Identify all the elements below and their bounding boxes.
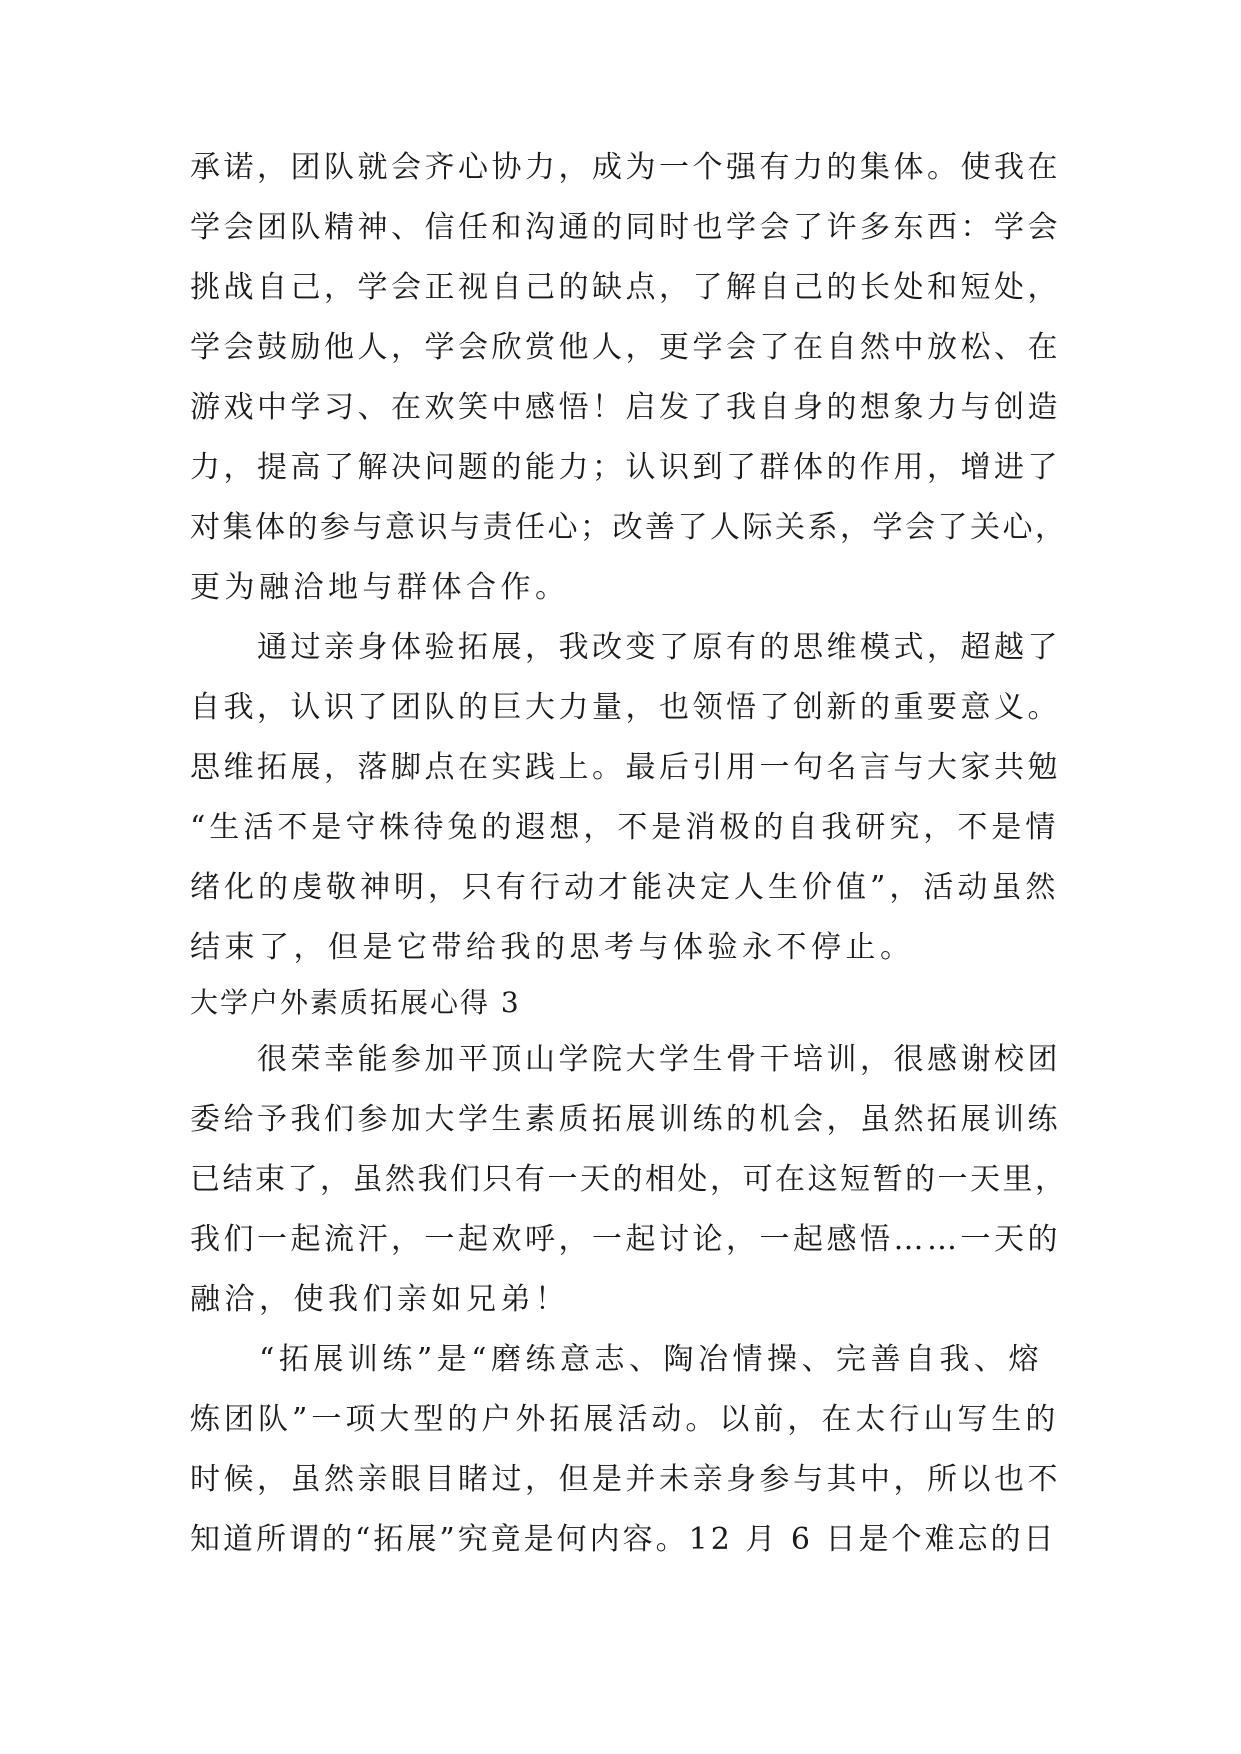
paragraph-line: 我们一起流汗，一起欢呼，一起讨论，一起感悟……一天的 <box>190 1222 1061 1257</box>
paragraph-line: 融洽，使我们亲如兄弟！ <box>190 1282 570 1317</box>
paragraph-line: “生活不是守株待兔的遐想，不是消极的自我研究，不是情 <box>190 810 1060 845</box>
paragraph-line: “拓展训练”是“磨练意志、陶冶情操、完善自我、熔 <box>190 1342 1044 1377</box>
paragraph-line: 委给予我们参加大学生素质拓展训练的机会，虽然拓展训练 <box>190 1102 1061 1137</box>
paragraph-line: 通过亲身体验拓展，我改变了原有的思维模式，超越了 <box>190 630 1061 665</box>
paragraph-line: 绪化的虔敬神明，只有行动才能决定人生价值”，活动虽然 <box>190 870 1060 905</box>
paragraph-line: 结束了，但是它带给我的思考与体验永不停止。 <box>190 930 915 965</box>
paragraph-line: 挑战自己，学会正视自己的缺点，了解自己的长处和短处， <box>190 270 1061 305</box>
paragraph-line: 很荣幸能参加平顶山学院大学生骨干培训，很感谢校团 <box>190 1042 1061 1077</box>
paragraph-line: 炼团队”一项大型的户外拓展活动。以前，在太行山写生的 <box>190 1402 1060 1437</box>
section-heading: 大学户外素质拓展心得 3 <box>190 986 521 1019</box>
paragraph-line: 学会鼓励他人，学会欣赏他人，更学会了在自然中放松、在 <box>190 330 1061 365</box>
paragraph-line: 思维拓展，落脚点在实践上。最后引用一句名言与大家共勉 <box>190 750 1061 785</box>
paragraph-line: 已结束了，虽然我们只有一天的相处，可在这短暂的一天里， <box>190 1162 1068 1197</box>
paragraph-line: 知道所谓的“拓展”究竟是何内容。12 月 6 日是个难忘的日 <box>190 1522 1057 1557</box>
paragraph-line: 学会团队精神、信任和沟通的同时也学会了许多东西：学会 <box>190 210 1061 245</box>
paragraph-line: 力，提高了解决问题的能力；认识到了群体的作用，增进了 <box>190 450 1061 485</box>
paragraph-line: 时候，虽然亲眼目睹过，但是并未亲身参与其中，所以也不 <box>190 1462 1061 1497</box>
paragraph-line: 游戏中学习、在欢笑中感悟！启发了我自身的想象力与创造 <box>190 390 1061 425</box>
paragraph-line: 更为融洽地与群体合作。 <box>190 570 570 605</box>
paragraph-line: 自我，认识了团队的巨大力量，也领悟了创新的重要意义。 <box>190 690 1061 725</box>
paragraph-line: 对集体的参与意识与责任心；改善了人际关系，学会了关心， <box>190 510 1068 545</box>
paragraph-line: 承诺，团队就会齐心协力，成为一个强有力的集体。使我在 <box>190 150 1061 185</box>
